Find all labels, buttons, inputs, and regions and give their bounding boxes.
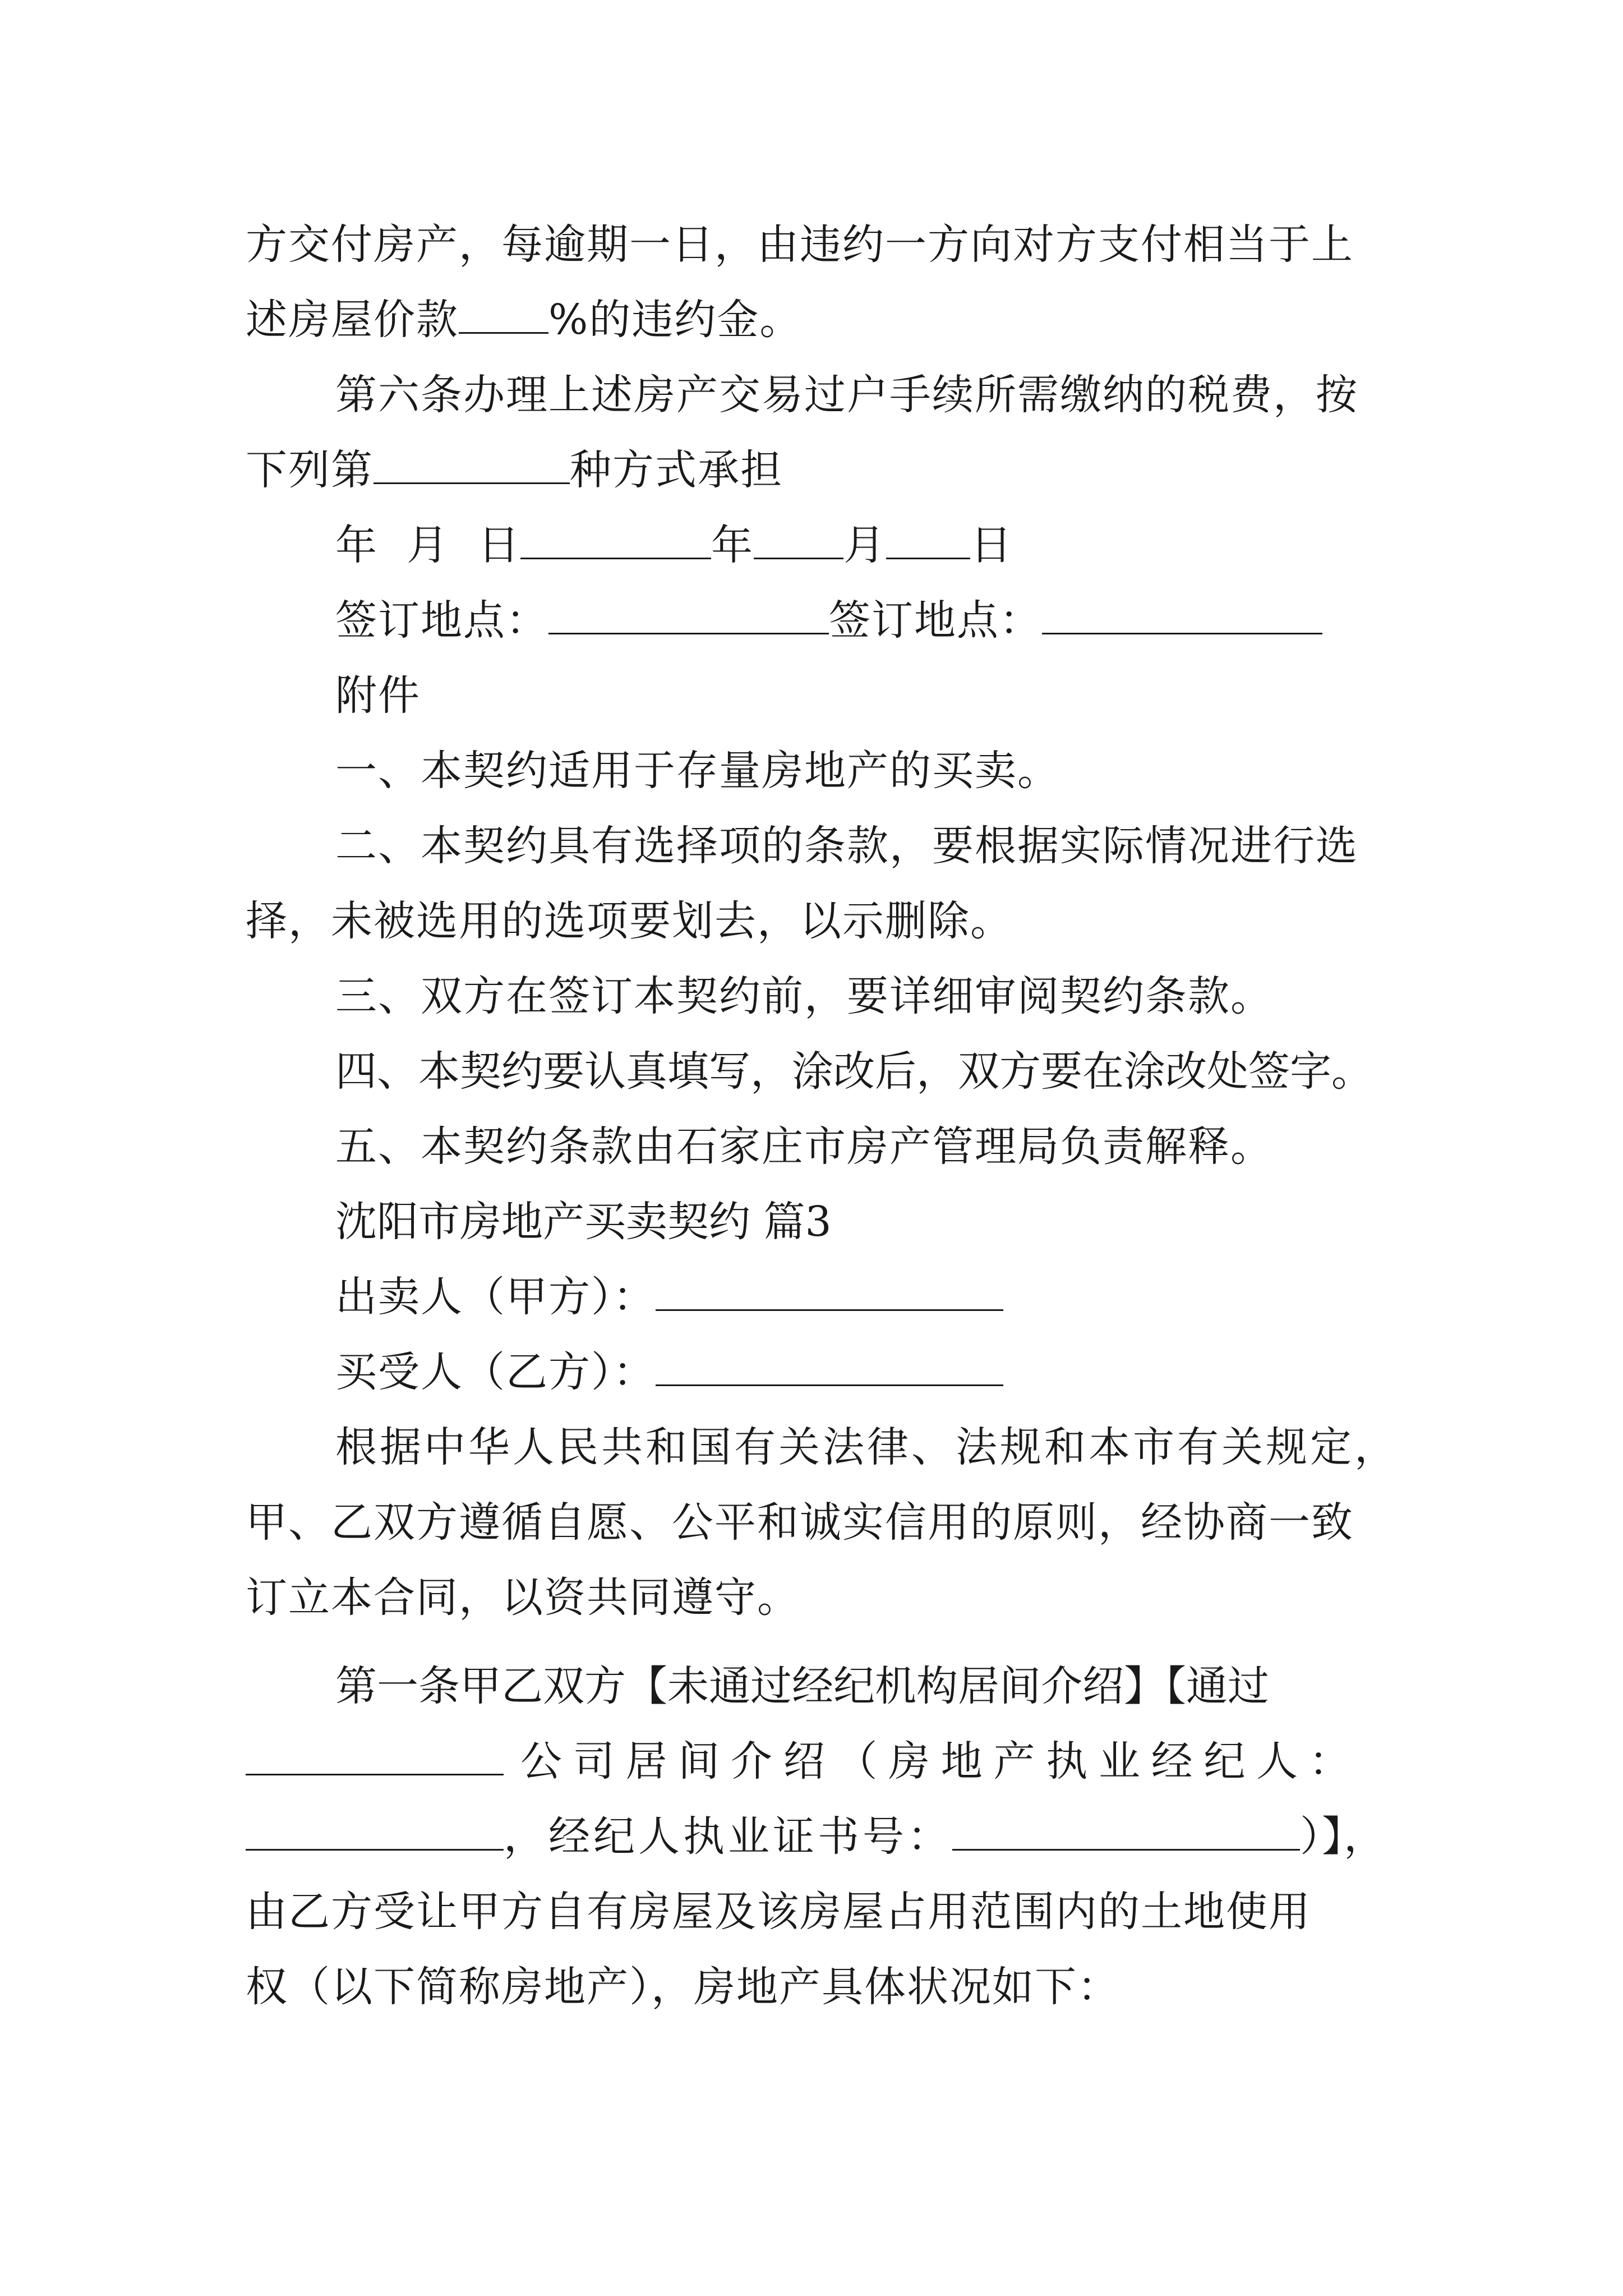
paragraph-line: 方交付房产，每逾期一日，由违约一方向对方支付相当于上 [246, 220, 1354, 269]
spaced-text [520, 1733, 1350, 1789]
list-item: 五、本契约条款由石家庄市房产管理局负责解释。 [335, 1122, 1273, 1171]
spaced-char: 介 [730, 1737, 772, 1786]
spaced-char: 产 [993, 1737, 1035, 1786]
spaced-char: 执 [1046, 1737, 1088, 1786]
spaced-char: 公 [520, 1737, 562, 1786]
seller-blank[interactable] [656, 1274, 1003, 1311]
list-item: 三、双方在签订本契约前，要详细审阅契约条款。 [335, 972, 1273, 1020]
paragraph-line: 第六条办理上述房产交易过户手续所需缴纳的税费，按 [335, 371, 1358, 419]
article-line: 权（以下简称房地产），房地产具体状况如下： [246, 1963, 1120, 2011]
paragraph-line [246, 292, 802, 348]
spaced-char: 业 [1098, 1737, 1140, 1786]
section-title: 沈阳市房地产买卖契约 篇3 [335, 1198, 832, 1246]
date-line [335, 517, 1013, 573]
spaced-char: （ [836, 1737, 878, 1786]
list-item: 一、本契约适用于存量房地产的买卖。 [335, 747, 1060, 795]
spaced-char: 间 [678, 1737, 720, 1786]
paragraph-line: 订立本合同，以资共同遵守。 [246, 1573, 800, 1622]
attachment-heading: 附件 [335, 671, 421, 720]
company-blank[interactable] [246, 1739, 504, 1775]
text-segment: ，经纪人执业证书号： [504, 1812, 952, 1861]
sign-place-blank[interactable] [1042, 598, 1322, 634]
date-label: 年 月 日 [335, 521, 521, 569]
month-blank[interactable] [754, 523, 843, 559]
sign-place-blank[interactable] [548, 598, 829, 634]
sign-place-label: 签订地点： [829, 596, 1042, 645]
justified-text [335, 1419, 1399, 1475]
sign-place-line [335, 592, 1322, 648]
article-line [246, 1733, 1367, 1789]
text-segment: 种方式承担 [570, 446, 783, 494]
text-segment: 述房屋价款 [246, 296, 459, 344]
seller-label: 出卖人（甲方）： [335, 1273, 656, 1321]
spaced-char: 纪 [1204, 1737, 1246, 1786]
agent-name-blank[interactable] [246, 1814, 504, 1851]
spaced-char: 居 [625, 1737, 667, 1786]
text-segment: 下列第 [246, 446, 374, 494]
fill-blank[interactable] [459, 297, 548, 334]
paragraph-line [335, 1419, 1399, 1475]
article-line [246, 1809, 1386, 1865]
text-segment: %的违约金。 [548, 296, 803, 344]
buyer-blank[interactable] [656, 1350, 1003, 1386]
list-item-continuation: 择，未被选用的选项要划去，以示删除。 [246, 897, 1013, 945]
list-item: 二、本契约具有选择项的条款，要根据实际情况进行选 [335, 822, 1358, 870]
month-label: 月 [843, 521, 887, 569]
list-item: 四、本契约要认真填写，涂改后，双方要在涂改处签字。 [335, 1047, 1373, 1096]
spaced-char: 绍 [783, 1737, 825, 1786]
article-line: 由乙方受让甲方自有房屋及该房屋占用范围内的土地使用 [246, 1888, 1311, 1936]
fill-blank[interactable] [374, 448, 570, 484]
year-blank[interactable] [520, 523, 711, 559]
day-label: 日 [970, 521, 1013, 569]
text-segment: ）】， [1300, 1812, 1386, 1861]
license-number-blank[interactable] [952, 1814, 1300, 1851]
spaced-char: ： [1308, 1737, 1350, 1786]
article-line: 第一条甲乙双方【未通过经纪机构居间介绍】【通过 [335, 1662, 1269, 1710]
spaced-char: 人 [1256, 1737, 1298, 1786]
year-label: 年 [711, 521, 754, 569]
paragraph-line [246, 442, 783, 498]
party-line [335, 1269, 1003, 1325]
day-blank[interactable] [886, 523, 970, 559]
spaced-char: 司 [573, 1737, 615, 1786]
buyer-label: 买受人（乙方）： [335, 1348, 656, 1396]
paragraph-line: 甲、乙双方遵循自愿、公平和诚实信用的原则，经协商一致 [246, 1498, 1354, 1547]
text-segment: 根据中华人民共和国有关法律、法规和本市有关规定， [335, 1423, 1399, 1471]
spaced-char: 地 [940, 1737, 983, 1786]
party-line [335, 1344, 1003, 1400]
sign-place-label: 签订地点： [335, 596, 548, 645]
spaced-char: 经 [1151, 1737, 1193, 1786]
spaced-char: 房 [888, 1737, 930, 1786]
